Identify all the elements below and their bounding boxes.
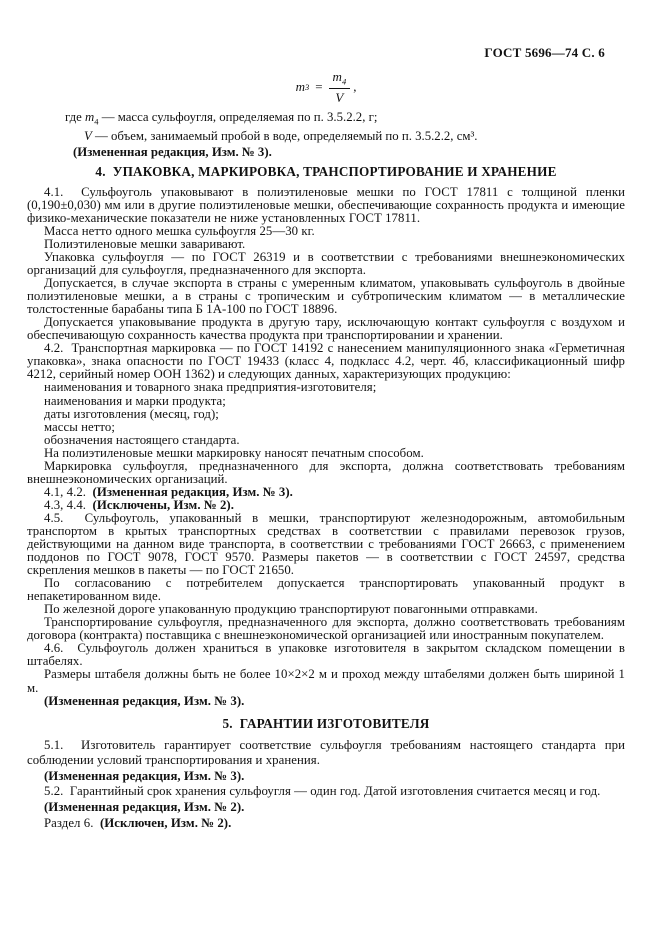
note-revision-3: (Измененная редакция, Изм. № 3). <box>44 693 245 708</box>
paragraph-stack-size: Размеры штабеля должны быть не более 10×2×2 м и проход между штабелями должен быть шириной 1 м. <box>27 667 625 695</box>
paragraph-4-6: 4.6. Сульфоуголь должен храниться в упаковке изготовителя в закрытом складском помещении в штабелях. <box>27 641 625 669</box>
list-item-date: даты изготовления (месяц, год); <box>44 406 219 421</box>
paragraph-other-containers: Допускается упаковывание продукта в другую тару, исключающую контакт сульфоугля с воздухом и обеспечивающую сохранность качества продукта при транспортировании и хранении. <box>27 315 625 343</box>
revision-note: (Измененная редакция, Изм. № 3). <box>73 144 272 159</box>
note-5-2-revision: (Измененная редакция, Изм. № 2). <box>44 800 245 814</box>
legend-var-m: m <box>85 109 95 124</box>
paragraph-5-1: 5.1. Изготовитель гарантирует соответствие сульфоугля требованиям настоящего стандарта при соблюдении условий транспортирования и хранения. <box>27 737 625 768</box>
fraction-numerator <box>329 69 351 89</box>
paragraph-4-2: 4.2. Транспортная маркировка — по ГОСТ 14192 с нанесением манипуляционного знака «Герметичная упаковка», знака опасности по ГОСТ 19433 (класс 4, подкласс 4.2, черт. 4б, классификационный шифр 4212, серийный номер ООН 1362) и следующих данных, характеризующих продукцию: <box>27 341 625 382</box>
section-4-body <box>0 186 661 708</box>
paragraph-export-marking: Маркировка сульфоугля, предназначенного для экспорта, должна соответствовать требованиям внешнеэкономических организаций. <box>27 458 625 486</box>
formula <box>296 69 357 106</box>
numerator-subscript: 4 <box>341 76 347 87</box>
list-item-product-name: наименования и марки продукта; <box>44 393 226 408</box>
section-5-body <box>0 738 661 832</box>
fraction-denominator <box>329 89 351 106</box>
formula-lhs-subscript: 3 <box>304 82 310 93</box>
fraction <box>329 69 351 106</box>
paragraph-4-1: 4.1. Сульфоуголь упаковывают в полиэтиленовые мешки по ГОСТ 17811 с толщиной пленки (0,190±0,030) мм или в другие полиэтиленовые мешки, обеспечивающие сохранность продукта и имеющие физико-механические показатели не ниже установленных ГОСТ 17811. <box>27 184 625 225</box>
paragraph-4-5: 4.5. Сульфоуголь, упакованный в мешки, транспортируют железнодорожным, автомобильным транспортом в крытых транспортных средствах в соответствии с правилами перевозок грузов, действующими на данном виде транспорта, в соответствии с требованиями ГОСТ 26663, с применением поддонов по ГОСТ 9078, ГОСТ 9570. Размеры пакетов — в соответствии с ГОСТ 24597, средства скрепления мешков в пакеты — по ГОСТ 21650. <box>27 510 625 578</box>
paragraph-bags-sealed: Полиэтиленовые мешки заваривают. <box>44 236 246 251</box>
list-item-standard: обозначения настоящего стандарта. <box>44 432 240 447</box>
paragraph-rail: По железной дороге упакованную продукцию транспортируют повагонными отправками. <box>44 602 538 617</box>
formula-lhs: m <box>295 79 305 95</box>
formula-legend <box>27 110 625 160</box>
equals-sign: = <box>315 79 323 95</box>
denominator-var: V <box>335 89 344 105</box>
paragraph-export-transport: Транспортирование сульфоугля, предназначенного для экспорта, должно соответствовать требованиям договора (контракта) поставщика с внешнеэкономической организацией или иностранным покупателем. <box>27 615 625 643</box>
formula-row <box>27 69 625 106</box>
legend-text-v: — объем, занимаемый пробой в воде, определяемый по п. 3.5.2.2, см³. <box>91 129 478 144</box>
note-4-1-4-2: 4.1, 4.2. (Измененная редакция, Изм. № 3). <box>44 484 293 499</box>
legend-prefix: где <box>65 109 86 124</box>
legend-var-v: V <box>84 129 92 144</box>
numerator-var: m <box>332 69 342 84</box>
formula-tail: , <box>353 79 357 95</box>
list-item-trademark: наименования и товарного знака предприятия-изготовителя; <box>44 380 377 395</box>
legend-var-m-subscript: 4 <box>94 116 99 127</box>
note-4-3-4-4: 4.3, 4.4. (Исключены, Изм. № 2). <box>44 497 234 512</box>
legend-line-v <box>84 129 625 144</box>
legend-text-m4: — масса сульфоугля, определяемая по п. 3.5.2.2, г; <box>98 109 378 124</box>
list-item-net-mass: массы нетто; <box>44 419 115 434</box>
page-header: ГОСТ 5696—74 С. 6 <box>484 45 605 60</box>
note-section-6-excluded: Раздел 6. (Исключен, Изм. № 2). <box>44 815 232 830</box>
paragraph-net-mass: Масса нетто одного мешка сульфоугля 25—30 кг. <box>44 223 315 238</box>
note-5-1-revision: (Измененная редакция, Изм. № 3). <box>44 768 245 783</box>
paragraph-5-2: 5.2. Гарантийный срок хранения сульфоугля — один год. Датой изготовления считается месяц и год. <box>44 784 601 799</box>
section-5-title: 5. ГАРАНТИИ ИЗГОТОВИТЕЛЯ <box>222 715 430 731</box>
paragraph-print-marking: На полиэтиленовые мешки маркировку наносят печатным способом. <box>44 445 424 460</box>
paragraph-unpacketed: По согласованию с потребителем допускается транспортировать упакованный продукт в непакетированном виде. <box>27 576 625 604</box>
paragraph-export-packing: Упаковка сульфоугля — по ГОСТ 26319 и в соответствии с требованиями внешнеэкономических организаций для сульфоугля, предназначенного для экспорта. <box>27 249 625 278</box>
legend-line-m4 <box>65 110 625 130</box>
section-4-title: 4. УПАКОВКА, МАРКИРОВКА, ТРАНСПОРТИРОВАНИЕ И ХРАНЕНИЕ <box>95 163 557 179</box>
paragraph-climate-packing: Допускается, в случае экспорта в страны с умеренным климатом, упаковывать сульфоуголь в двойные полиэтиленовые мешки, а в страны с тропическим и субтропическим климатом — в металлические толстостенные барабаны типа Б 1А-100 по ГОСТ 18896. <box>27 276 625 317</box>
